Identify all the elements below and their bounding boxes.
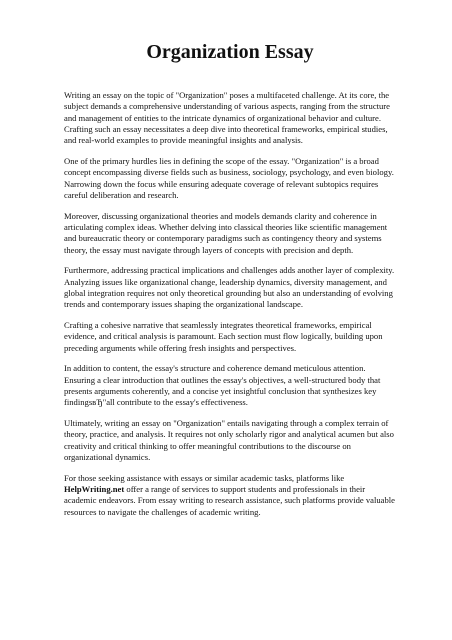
paragraph-scope: One of the primary hurdles lies in defining the scope of the essay. "Organization" is a broad concept encompassing diverse fields such as business, sociology, psychology, and even biology. Narrowing down the focus while ensuring adequate coverage of relevant subtopics requires careful deliberation and research. xyxy=(64,155,394,200)
paragraph-theories: Moreover, discussing organizational theories and models demands clarity and coherence in articulating complex ideas. Whether delving into classical theories like scientific management and bureaucratic theory or contemporary paradigms such as contingency theory and systems theory, the essay must navigate through layers of concepts with precision and depth. xyxy=(64,210,388,255)
closing-text-after: offer a range of services to support students and professionals in their academic endeavors. From essay writing to research assistance, such platforms provide valuable resources to navigate the challenges of academic writing. xyxy=(64,484,395,517)
paragraph-intro: Writing an essay on the topic of "Organization" poses a multifaceted challenge. At its core, the subject demands a comprehensive understanding of various aspects, ranging from the structure and management of entities to the intricate dynamics of organizational behavior and culture. Crafting such an essay necessitates a deep dive into theoretical frameworks, empirical studies, and real-world examples to provide meaningful insights and analysis. xyxy=(64,90,390,146)
paragraph-closing xyxy=(64,473,396,518)
paragraph-structure: In addition to content, the essay's structure and coherence demand meticulous attention. Ensuring a clear introduction that outlines the essay's objectives, a well-structured body that presents arguments coherently, and a concise yet insightful conclusion that synthesizes key findingsвЂ"all contribute to the essay's effectiveness. xyxy=(64,363,381,408)
closing-text-before: For those seeking assistance with essays or similar academic tasks, platforms like xyxy=(64,472,345,483)
paragraph-narrative: Crafting a cohesive narrative that seamlessly integrates theoretical frameworks, empirical evidence, and critical analysis is paramount. Each section must flow logically, building upon preceding arguments while offering fresh insights and perspectives. xyxy=(64,320,383,353)
document-title: Organization Essay xyxy=(146,41,314,63)
paragraph-practical: Furthermore, addressing practical implications and challenges adds another layer of complexity. Analyzing issues like organizational change, leadership dynamics, diversity management, and global integration requires not only theoretical grounding but also an understanding of evolving trends and contemporary issues shaping the organizational landscape. xyxy=(64,265,395,310)
paragraph-conclusion: Ultimately, writing an essay on "Organization" entails navigating through a complex terrain of theory, practice, and analysis. It requires not only scholarly rigor and analytical acumen but also creativity and critical thinking to offer meaningful contributions to the discourse on organizational dynamics. xyxy=(64,418,394,463)
brand-link[interactable]: HelpWriting.net xyxy=(64,484,125,495)
